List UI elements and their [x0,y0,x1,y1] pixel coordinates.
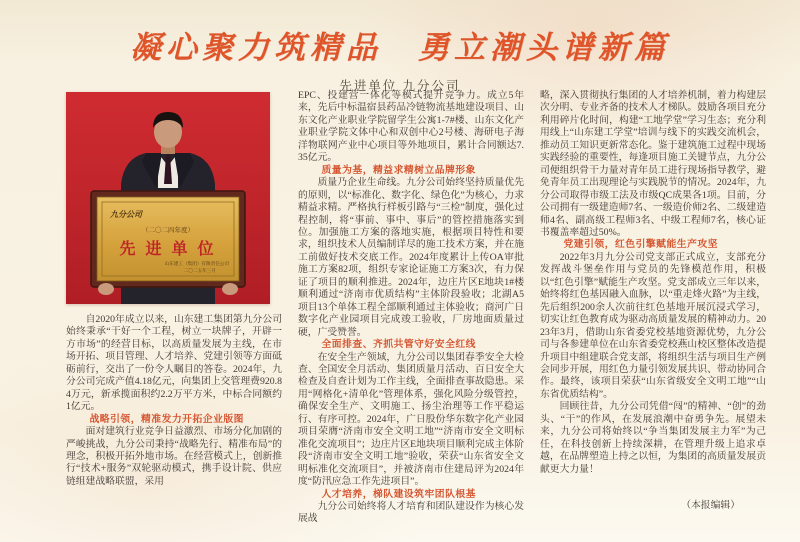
section-heading: 质量为基，精益求精树立品牌形象 [321,164,476,176]
article-title: 凝心聚力筑精品 勇立潮头谱新篇 [130,30,670,65]
award-photo-illustration [66,92,270,304]
plaque-award-text: 先 进 单 位 [119,241,217,258]
paragraph: 九分公司始终将人才培育和团队建设作为核心发展战 [298,500,524,525]
masthead [0,22,800,94]
award-plaque [91,191,245,287]
paragraph: 2022年3月九分公司党支部正式成立，支部充分发挥战斗堡垒作用与党员的先锋模范作用，积极以“红色引擎”赋能生产攻坚。党支部成立三年以来，始终将红色基因融入血脉，以“重走烽火路”为主线，先后组织200余人次前往红色基地开展沉浸式学习，切实让红色教育成为驱动高质量发展的精神动力。2023年3月，借助山东省委党校基地资源优势，九分公司与各参建单位在山东省委党校燕山校区整体改造提升项目中组建联合党支部，将组织生活与项目生产例会同步开展，用红色力量引领发展共识、带动协同合作。最终，该项目荣获“山东省级安全文明工地”“山东省优质结构”。 [540,251,766,400]
plaque-year-text: （二〇二四年度） [142,227,194,234]
plaque-date-text: 二〇二五年三月 [183,268,216,273]
paragraph: 质量乃企业生命线。九分公司始终坚持质量优先的原则，以“标准化、数字化、绿色化”为核心，力求精益求精。严格执行样板引路与“三检”制度，强化过程控制，将“事前、事中、事后”的管控措施落实到位。加强施工方案的落地实施，根据项目特性和要求，组织技术人员编制详尽的施工技术方案，并在施工前做好技术交底工作。2024年度累计上传OA审批施工方案82项，组织专家论证施工方案3次，有力保证了项目的顺利推进。2024年，边庄片区E地块1#楼顺利通过“济南市优质结构”主体阶段验收；北湖A5项目13个单体工程全部顺利通过主体验收；商河广日数字化产业园项目完成竣工验收，厂房地面质量过硬，广受赞誉。 [298,177,524,338]
article-body [66,90,766,526]
paragraph: 在安全生产领域，九分公司以集团春季安全大检查、全国安全月活动、集团质量月活动、百日安全大检查及自查计划为工作主线，全面排查事故隐患。采用“网格化+清单化”管理体系，强化风险分级管控，确保安全生产、文明施工、扬尘治理等工作平稳运行、有序可控。2024年，广日股份华东数字化产业园项目荣膺“济南市安全文明工地”“济南市安全文明标准化交流项目”；边庄片区E地块项目顺利完成主体阶段“济南市安全文明工地”验收，荣获“山东省安全文明标准化交流项目”，并被济南市住建局评为2024年度“防汛应急工作先进项目”。 [298,351,524,488]
section-heading: 人才培养，梯队建设筑牢团队根基 [321,488,476,500]
award-photo [66,92,270,304]
paragraph: EPC、投建营一体化等模式提升竞争力。成立5年来，先后中标温宿县药品冷链物流基地建设项目、山东文化产业职业学院留学生公寓1-7#楼、山东文化产业职业学院文体中心和双创中心2号楼、海研电子海洋物联网产业中心项目等外地项目，累计合同额达7.35亿元。 [298,90,524,164]
plaque-org-text: 九分公司 [110,210,142,219]
paragraph: 回顾往昔，九分公司凭借“闯”的精神、“创”的劲头、“干”的作风，在发展浪潮中奋勇争先。展望未来，九分公司将始终以“争当集团发展主力军”为己任，在科技创新上持续深耕，在管理升级上追求卓越，在品牌塑造上持之以恒，为集团的高质量发展贡献更大力量！ [540,401,766,475]
editor-byline: （本报编辑） [681,500,740,512]
paragraph: 面对建筑行业竞争日益激烈、市场分化加剧的严峻挑战，九分公司秉持“战略先行、精准布局”的理念，积极开拓外地市场。在经营模式上，创新推行“技术+服务”双轮驱动模式，携手设计院、供应链组建战略联盟，采用 [66,426,282,487]
left-hand [98,283,114,295]
plaque-issuer-text: 山东建工（集团）有限责任公司 [164,261,229,266]
column-3 [540,90,766,526]
paragraph: 自2020年成立以来，山东建工集团第九分公司始终秉承“干好一个工程，树立一块牌子，开辟一方市场”的经营目标，以高质量发展为主线，在市场开拓、项目管理、人才培养、党建引领等方面砥砺前行，交出了一份令人瞩目的答卷。2024年，九分公司完成产值4.18亿元，向集团上交管理费920.84万元，新承揽面积约2.2万平方米，中标合同额约1亿元。 [66,314,282,413]
paragraph: 略，深入贯彻执行集团的人才培养机制，着力构建层次分明、专业齐备的技术人才梯队。鼓励各项目充分利用碎片化时间，构建“工地学堂”学习生态；充分利用线上“山东建工学堂”培训与线下的实践交流机会，推动员工知识更新常态化。鉴于建筑施工过程中现场实践经验的重要性，每逢项目施工关键节点，九分公司便组织骨干力量对青年员工进行现场指导教学，避免青年员工出现理论与实践脱节的情况。2024年，九分公司取得市级工法及市级QC成果各1项。目前，分公司拥有一级建造师7名、一级造价师2名、二级建造师4名、副高级工程师3名、中级工程师7名，核心证书覆盖率超过50%。 [540,90,766,238]
section-heading: 战略引领，精准发力开拓企业版图 [89,413,244,425]
right-hand [222,283,238,295]
column-1 [66,90,282,526]
section-heading: 党建引领，红色引擎赋能生产攻坚 [563,239,718,251]
section-heading: 全面排查、齐抓共管守好安全红线 [321,339,476,351]
column-2 [298,90,524,526]
article-subtitle: 先进单位 九分公司 [339,79,461,93]
